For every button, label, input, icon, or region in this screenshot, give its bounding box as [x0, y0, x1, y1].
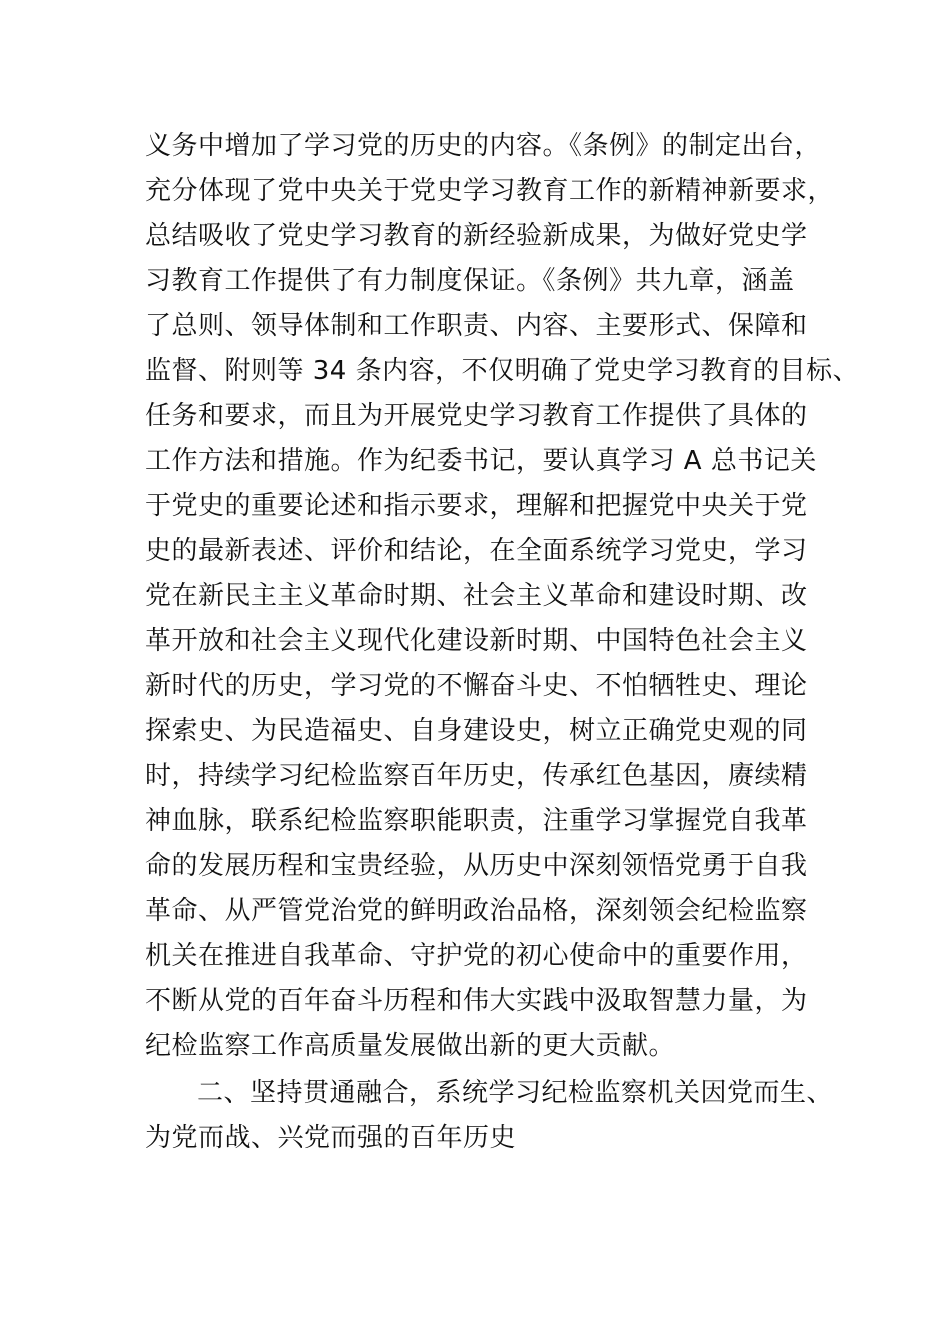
- section-heading-line: 为党而战、兴党而强的百年历史: [145, 1123, 517, 1153]
- paragraph-line: 革命、从严管党治党的鲜明政治品格，深刻领会纪检监察: [145, 896, 808, 926]
- paragraph-line: 总结吸收了党史学习教育的新经验新成果，为做好党史学: [145, 221, 808, 251]
- paragraph-line: 史的最新表述、评价和结论，在全面系统学习党史，学习: [145, 536, 808, 566]
- body-text: [145, 124, 860, 1161]
- paragraph-line: 神血脉，联系纪检监察职能职责，注重学习掌握党自我革: [145, 806, 808, 836]
- paragraph-line: 探索史、为民造福史、自身建设史，树立正确党史观的同: [145, 716, 808, 746]
- paragraph-line: 了总则、领导体制和工作职责、内容、主要形式、保障和: [145, 311, 808, 341]
- paragraph-line: 任务和要求，而且为开展党史学习教育工作提供了具体的: [145, 401, 808, 431]
- paragraph-line: 新时代的历史，学习党的不懈奋斗史、不怕牺牲史、理论: [145, 671, 808, 701]
- paragraph-line: 党在新民主主义革命时期、社会主义革命和建设时期、改: [145, 581, 808, 611]
- paragraph-line: 习教育工作提供了有力制度保证。《条例》共九章，涵盖: [145, 266, 795, 296]
- paragraph-line: 于党史的重要论述和指示要求，理解和把握党中央关于党: [145, 491, 808, 521]
- paragraph-line: 工作方法和措施。作为纪委书记，要认真学习 A 总书记关: [145, 446, 817, 476]
- paragraph-line: 纪检监察工作高质量发展做出新的更大贡献。: [145, 1031, 676, 1061]
- paragraph-line: 命的发展历程和宝贵经验，从历史中深刻领悟党勇于自我: [145, 851, 808, 881]
- paragraph-line: 革开放和社会主义现代化建设新时期、中国特色社会主义: [145, 626, 808, 656]
- paragraph-line: 监督、附则等 34 条内容，不仅明确了党史学习教育的目标、: [145, 356, 860, 386]
- section-heading-line: 二、坚持贯通融合，系统学习纪检监察机关因党而生、: [197, 1078, 834, 1108]
- paragraph-line: 义务中增加了学习党的历史的内容。《条例》的制定出台，: [145, 131, 822, 161]
- paragraph-line: 充分体现了党中央关于党史学习教育工作的新精神新要求，: [145, 176, 835, 206]
- paragraph-line: 不断从党的百年奋斗历程和伟大实践中汲取智慧力量，为: [145, 986, 808, 1016]
- paragraph-line: 机关在推进自我革命、守护党的初心使命中的重要作用，: [145, 941, 808, 971]
- paragraph-line: 时，持续学习纪检监察百年历史，传承红色基因，赓续精: [145, 761, 808, 791]
